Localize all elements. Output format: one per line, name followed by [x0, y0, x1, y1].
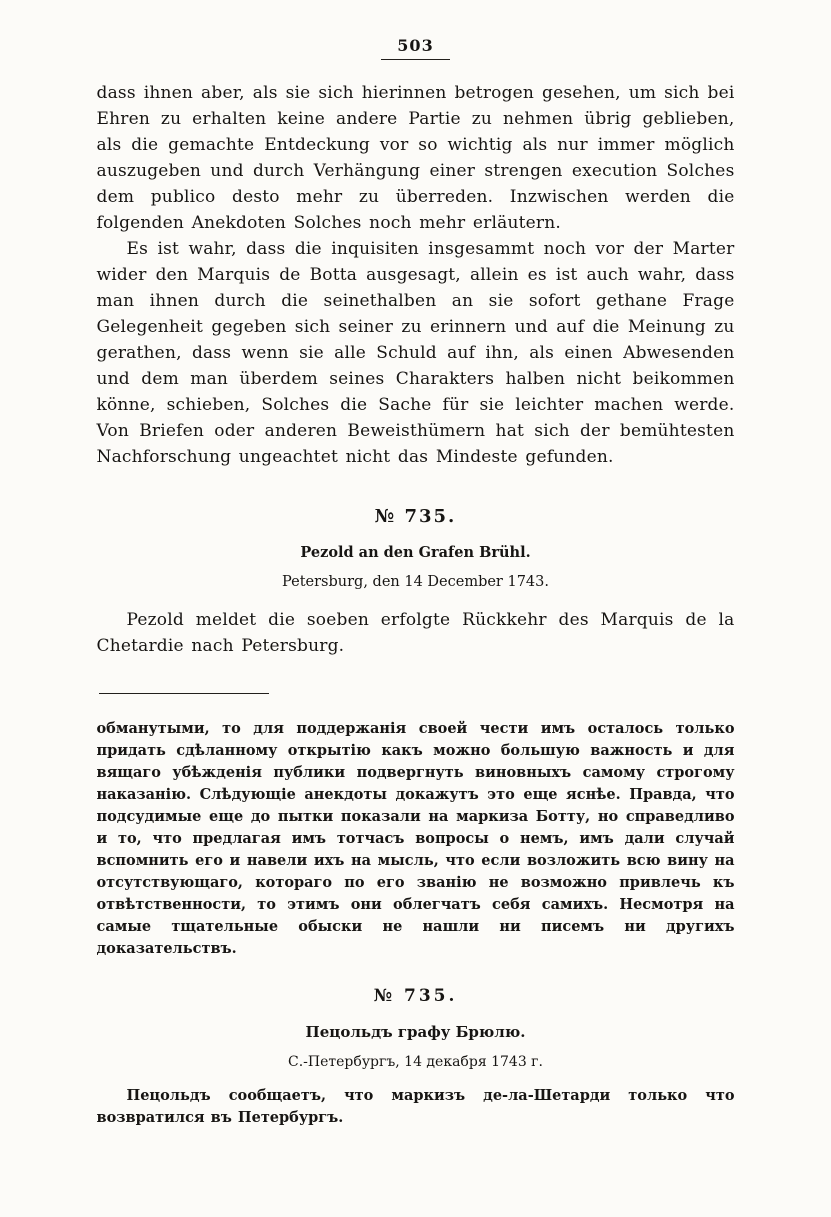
- german-paragraph-2: Es ist wahr, dass die inquisiten insgesammt noch vor der Marter wider den Marquis de Botta ausgesagt, allein es ist auch wahr, dass man ihnen durch die seinethalben an sie sofort gethane Frage Gelegenheit gegeben sich seiner zu erinnern und auf die Meinung zu gerathen, dass wenn sie alle Schuld auf ihn, als einen Abwesenden und dem man überdem seines Charakters halben nicht beikommen könne, schieben, Solches die Sache für sie leichter machen werde. Von Briefen oder anderen Beweisthümern hat sich der bemühtesten Nachforschung ungeachtet nicht das Mindeste gefunden.: [96, 239, 735, 467]
- book-page: [97, 0, 735, 1129]
- entry-dateline-russian: С.-Петербургъ, 14 декабря 1743 г.: [288, 1054, 543, 1070]
- entry-number-german: № 735.: [374, 506, 457, 527]
- page-number-text: 503: [381, 36, 449, 60]
- entry-title-russian: Пецольдъ графу Брюлю.: [305, 1023, 526, 1041]
- german-text-block: [97, 80, 735, 470]
- entry-number-russian: № 735.: [373, 986, 458, 1006]
- entry-dateline-german: Petersburg, den 14 December 1743.: [282, 574, 549, 590]
- german-paragraph-1: dass ihnen aber, als sie sich hierinnen betrogen gesehen, um sich bei Ehren zu erhalten keine andere Partie zu nehmen übrig geblieben, als die gemachte Entdeckung vor so wichtig als nur immer möglich auszugeben und durch Verhängung einer strengen execution Solches dem publico desto mehr zu überreden. Inzwischen werden die folgenden Anekdoten Solches noch mehr erläutern.: [96, 83, 735, 233]
- entry-summary-german: Pezold meldet die soeben erfolgte Rückkehr des Marquis de la Chetardie nach Petersburg.: [96, 610, 735, 656]
- footnote-russian-text: обманутыми, то для поддержанія своей чести имъ осталось только придать сдѣланному открытію какъ можно большую важность и для вящаго убѣжденія публики подвергнуть виновныхъ самому строгому наказанію. Слѣдующіе анекдоты докажутъ это еще яснѣе. Правда, что подсудимые еще до пытки показали на маркиза Ботту, но справедливо и то, что предлагая имъ тотчасъ вопросы о немъ, имъ дали случай вспомнить его и навели ихъ на мысль, что если возложить всю вину на отсутствующаго, котораго по его званію не возможно привлечь къ отвѣтственности, то этимъ они облегчатъ себя самихъ. Несмотря на самые тщательные обыски не нашли ни писемъ ни другихъ доказательствъ.: [96, 720, 735, 957]
- page-number: [97, 36, 735, 60]
- entry-title-german: Pezold an den Grafen Brühl.: [300, 544, 531, 561]
- footnote-separator-rule: [99, 693, 269, 694]
- entry-summary-russian: Пецольдъ сообщаетъ, что маркизъ де-ла-Шетарди только что возвратился въ Петербургъ.: [96, 1087, 735, 1126]
